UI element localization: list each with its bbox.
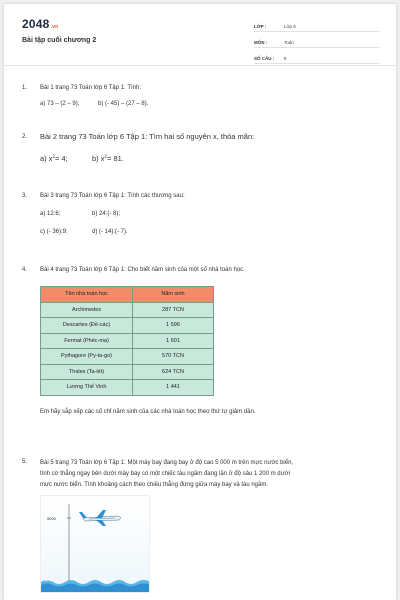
table-row [41,349,214,365]
worksheet-header [4,4,396,66]
worksheet-page [4,4,396,600]
question-part-b: b) 24:(- 8); [92,211,121,217]
table-cell-year: 624 TCN [133,364,214,380]
question-part-a: a) 73 – (2 – 9); [40,101,80,107]
meta-value: 8 [284,56,287,61]
table-row [41,380,214,396]
question-1 [22,84,382,108]
question-number: 5. [22,459,28,465]
question-part-a: a) 12:6; [40,211,61,217]
table-header-year: Năm sinh [133,287,214,303]
table-header-name: Tên nhà toán học [41,287,133,303]
illustration-graphic [41,496,150,593]
logo-text: 2048 [22,17,50,31]
part-a-rest: = 4; [55,154,68,163]
question-number: 2. [22,134,28,140]
question-footer: Em hãy sắp xếp các số chỉ năm sinh của các nhà toán học theo thứ tự giảm dần. [40,408,256,415]
document-title: Bài tập cuối chương 2 [22,37,97,44]
question-number: 4. [22,267,28,273]
meta-value: Lớp 6 [284,24,296,29]
question-part-b: b) (- 45) – (27 – 8). [98,101,149,107]
question-5 [22,458,382,593]
meta-row-count [254,49,380,64]
question-part-c: c) (- 36):9; [40,229,68,235]
table-cell-year: 1 441 [133,380,214,396]
part-b-base: b) x [92,154,105,163]
table-cell-name: Lương Thế Vinh [41,380,133,396]
airplane-submarine-illustration [40,495,150,593]
meta-label: LỚP : [254,24,267,29]
table-row [41,302,214,318]
meta-value: Toán [284,40,294,45]
table-cell-year: 1 596 [133,318,214,334]
table-cell-name: Pythagore (Py-ta-go) [41,349,133,365]
axis-label-top: 5000 [47,516,56,521]
meta-row-class [254,17,380,32]
table-cell-year: 570 TCN [133,349,214,365]
question-part-d: d) (- 14):(- 7). [92,229,128,235]
table-row [41,318,214,334]
question-text: Bài 2 trang 73 Toán lớp 6 Tập 1: Tìm hai số nguyên x, thỏa mãn: [40,132,255,141]
question-number: 3. [22,193,28,199]
question-text-line: Bài 5 trang 73 Toán lớp 6 Tập 1: Một máy bay đang bay ở độ cao 5 000 m trên mực nước biển, [40,460,294,466]
table-cell-name: Fermat (Phéc-ma) [41,333,133,349]
table-cell-name: Descartes (Đề-các) [41,318,133,334]
meta-info [254,17,380,65]
question-text [40,458,382,491]
question-4 [22,266,382,416]
part-b-exponent: 2 [104,153,108,159]
table-row [41,364,214,380]
meta-row-subject [254,33,380,48]
part-a-exponent: 2 [52,153,56,159]
question-text: Bài 1 trang 73 Toán lớp 6 Tập 1: Tính: [40,85,142,91]
table-cell-name: Archimedes [41,302,133,318]
meta-label: MÔN : [254,40,268,45]
meta-label: SỐ CÂU : [254,56,275,61]
table-cell-year: 287 TCN [133,302,214,318]
birth-year-table [40,286,214,396]
question-part-a [40,154,92,164]
table-cell-year: 1 601 [133,333,214,349]
site-logo[interactable] [22,17,58,31]
question-part-b [92,154,124,164]
part-a-base: a) x [40,154,53,163]
question-text: Bài 3 trang 73 Toán lớp 6 Tập 1: Tính các thương sau: [40,193,185,199]
table-header-row [41,287,214,303]
part-b-rest: = 81. [107,154,124,163]
sky-background [41,496,150,593]
question-text: Bài 4 trang 73 Toán lớp 6 Tập 1: Cho biết năm sinh của một số nhà toán học. [40,267,245,273]
table-row [41,333,214,349]
question-2 [22,132,382,164]
question-3 [22,192,382,236]
question-text-line: mực nước biển. Tính khoảng cách theo chiều thẳng đứng giữa máy bay và tàu ngầm. [40,482,269,488]
question-text-line: tình cờ thẳng ngay bên dưới máy bay có một chiếc tàu ngầm đang lặn ở độ sâu 1 200 m dưới [40,471,290,477]
table-cell-name: Thales (Ta-lét) [41,364,133,380]
question-number: 1. [22,85,28,91]
logo-suffix: .vn [50,24,59,30]
